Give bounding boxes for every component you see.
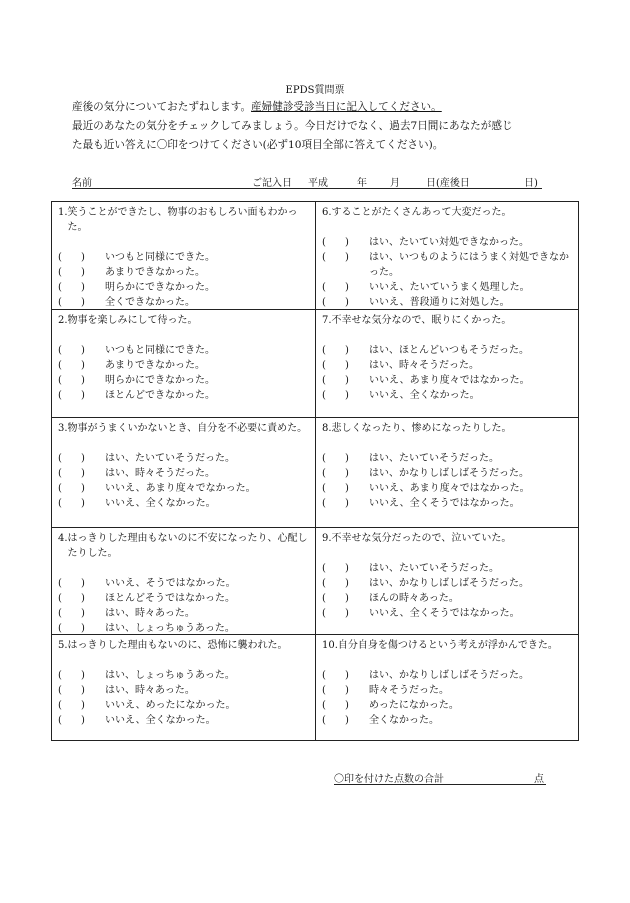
answer-option[interactable] [322,591,574,606]
answer-option[interactable] [58,250,311,265]
answer-bracket: ( ) [58,623,85,634]
answer-option[interactable] [322,668,574,683]
answer-text: いいえ、全くなかった。 [105,498,216,509]
question-text: はっきりした理由もないのに不安になったり、心配したりした。 [67,533,308,559]
question-text: 物事がうまくいかないとき、自分を不必要に責めた。 [67,423,308,434]
question-text: 自分自身を傷つけるという考えが浮かんできた。 [337,640,558,651]
name-date-row [72,174,542,189]
answer-option[interactable] [322,358,574,373]
answer-option[interactable] [322,280,574,295]
answer-text: いつもと同様にできた。 [105,252,215,263]
answer-text: はい、時々あった。 [105,608,195,619]
answer-bracket: ( ) [58,390,85,401]
answer-option[interactable] [58,713,311,728]
question-number: 4. [58,533,68,544]
answer-text: いいえ、普段通りに対処した。 [369,297,510,308]
answer-bracket: ( ) [322,715,349,726]
answer-bracket: ( ) [58,453,85,464]
answer-option[interactable] [58,373,311,388]
answer-option[interactable] [58,606,311,621]
answer-text: めったになかった。 [369,700,459,711]
answer-text: はい、かなりしばしばそうだった。 [369,578,529,589]
answer-bracket: ( ) [58,297,85,308]
answer-option[interactable] [58,451,311,466]
answer-bracket: ( ) [58,608,85,619]
question-number: 8. [322,423,332,434]
answer-option[interactable] [322,496,574,511]
postpartum-day-label: 日(産後日 [426,178,470,189]
instructions-line-1 [72,98,562,117]
answer-bracket: ( ) [58,483,85,494]
answer-bracket: ( ) [322,390,349,401]
answer-option[interactable] [58,591,311,606]
answer-option[interactable] [58,295,311,310]
answer-text: ほとんどそうではなかった。 [105,593,235,604]
question-cell-10 [316,634,578,740]
answer-bracket: ( ) [58,715,85,726]
instructions-line-1-text: 産後の気分についておたずねします。 [72,101,252,113]
answer-text: はい、しょっちゅうあった。 [105,623,235,634]
question-number: 6. [322,207,332,218]
instructions [72,98,562,155]
answer-option[interactable] [322,481,574,496]
question-cell-6 [316,202,578,309]
answer-text: 全くできなかった。 [105,297,195,308]
instructions-line-2: 最近のあなたの気分をチェックしてみましょう。今日だけでなく、過去7日間にあなたが感じ [72,120,513,132]
answer-text: はい、かなりしばしばそうだった。 [369,670,529,681]
question-cell-1 [52,202,316,309]
answer-text: いいえ、あまり度々ではなかった。 [369,483,530,494]
answer-option[interactable] [58,358,311,373]
answer-text: いいえ、たいていうまく処理した。 [369,282,530,293]
answer-bracket: ( ) [58,267,85,278]
answer-option[interactable] [58,668,311,683]
answer-bracket: ( ) [58,345,85,356]
answer-text: いいえ、全くそうではなかった。 [369,608,520,619]
answer-text: いいえ、あまり度々ではなかった。 [369,375,530,386]
answer-bracket: ( ) [322,608,349,619]
date-label: ご記入日 [252,178,292,189]
answer-option[interactable] [58,466,311,481]
answer-option[interactable] [58,576,311,591]
answer-bracket: ( ) [322,345,349,356]
answer-option[interactable] [58,388,311,403]
answer-bracket: ( ) [58,375,85,386]
question-cell-5 [52,634,316,740]
answer-bracket: ( ) [58,685,85,696]
answer-bracket: ( ) [322,360,349,371]
answer-bracket: ( ) [322,375,349,386]
answer-bracket: ( ) [58,593,85,604]
answer-bracket: ( ) [58,700,85,711]
answer-bracket: ( ) [58,360,85,371]
answer-text: いいえ、めったになかった。 [105,700,236,711]
question-text: 笑うことができたし、物事のおもしろい面もわかった。 [67,207,298,233]
answer-text: 明らかにできなかった。 [105,282,215,293]
answer-text: 明らかにできなかった。 [105,375,215,386]
answer-option[interactable] [58,343,311,358]
era-label: 平成 [308,178,328,189]
questions-table [51,201,579,741]
answer-option[interactable] [322,250,574,280]
answer-text: はい、かなりしばしばそうだった。 [369,468,529,479]
answer-text: 全くなかった。 [369,715,439,726]
answer-bracket: ( ) [322,685,349,696]
answer-text: あまりできなかった。 [105,267,205,278]
question-number: 5. [58,640,68,651]
answer-bracket: ( ) [58,498,85,509]
answer-text: はい、しょっちゅうあった。 [105,670,235,681]
page-title: EPDS質問票 [285,85,345,96]
question-number: 9. [322,533,332,544]
instructions-emphasis: 産婦健診受診当日に記入してください。 [251,101,442,113]
question-text: 悲しくなったり、惨めになったりした。 [331,423,512,434]
answer-text: いいえ、あまり度々でなかった。 [105,483,256,494]
question-cell-3 [52,417,316,527]
question-number: 1. [58,207,68,218]
answer-option[interactable] [58,265,311,280]
answer-bracket: ( ) [322,237,349,248]
answer-option[interactable] [58,698,311,713]
question-number: 3. [58,423,68,434]
answer-bracket: ( ) [322,252,349,263]
answer-text: はい、たいていそうだった。 [105,453,235,464]
postpartum-day-close: 日) [524,178,538,189]
answer-text: あまりできなかった。 [105,360,205,371]
answer-text: いいえ、全くなかった。 [105,715,216,726]
answer-option[interactable] [322,388,574,403]
question-cell-2 [52,309,316,417]
answer-bracket: ( ) [322,593,349,604]
answer-option[interactable] [322,235,574,250]
answer-option[interactable] [322,373,574,388]
year-label: 年 [357,178,367,189]
answer-text: はい、時々そうだった。 [105,468,215,479]
question-number: 10. [322,640,338,651]
total-score-label: 〇印を付けた点数の合計 [334,774,444,785]
answer-bracket: ( ) [322,578,349,589]
answer-bracket: ( ) [322,483,349,494]
question-cell-4 [52,527,316,634]
answer-text: いいえ、全くそうではなかった。 [369,498,520,509]
answer-text: はい、ほとんどいつもそうだった。 [369,345,529,356]
answer-text: はい、たいていそうだった。 [369,453,499,464]
question-cell-8 [316,417,578,527]
answer-text: はい、時々そうだった。 [369,360,479,371]
answer-bracket: ( ) [58,468,85,479]
answer-bracket: ( ) [322,453,349,464]
answer-option[interactable] [58,683,311,698]
answer-bracket: ( ) [322,700,349,711]
answer-option[interactable] [322,713,574,728]
answer-text: ほとんどできなかった。 [105,390,215,401]
question-cell-7 [316,309,578,417]
answer-option[interactable] [322,466,574,481]
answer-bracket: ( ) [322,670,349,681]
question-text: することがたくさんあって大変だった。 [331,207,512,218]
answer-bracket: ( ) [58,282,85,293]
question-cell-9 [316,527,578,634]
question-number: 2. [58,315,68,326]
answer-option[interactable] [322,683,574,698]
answer-bracket: ( ) [322,282,349,293]
answer-option[interactable] [322,576,574,591]
question-text: 物事を楽しみにして待った。 [67,315,198,326]
answer-option[interactable] [322,451,574,466]
answer-option[interactable] [58,496,311,511]
answer-bracket: ( ) [322,297,349,308]
answer-option[interactable] [58,481,311,496]
name-label: 名前 [72,178,92,189]
answer-text: はい、時々あった。 [105,685,195,696]
answer-text: はい、いつものようにはうまく対処できなかった。 [369,252,569,278]
answer-text: いいえ、そうではなかった。 [105,578,236,589]
answer-text: ほんの時々あった。 [369,593,459,604]
answer-bracket: ( ) [58,578,85,589]
answer-bracket: ( ) [322,498,349,509]
month-label: 月 [390,178,400,189]
answer-bracket: ( ) [322,468,349,479]
question-number: 7. [322,315,332,326]
answer-option[interactable] [322,606,574,621]
instructions-line-3: た最も近い答えに〇印をつけてください(必ず10項目全部に答えてください)。 [72,139,444,151]
answer-text: 時々そうだった。 [369,685,449,696]
question-text: はっきりした理由もないのに、恐怖に襲われた。 [67,640,288,651]
question-text: 不幸せな気分なので、眠りにくかった。 [331,315,512,326]
answer-text: はい、たいてい対処できなかった。 [369,237,529,248]
answer-text: いつもと同様にできた。 [105,345,215,356]
answer-option[interactable] [58,280,311,295]
answer-option[interactable] [322,343,574,358]
question-text: 不幸せな気分だったので、泣いていた。 [331,533,512,544]
total-score-line[interactable] [334,770,546,785]
score-unit: 点 [534,774,544,785]
answer-option[interactable] [322,561,574,576]
answer-bracket: ( ) [58,252,85,263]
answer-option[interactable] [322,295,574,310]
answer-text: いいえ、全くなかった。 [369,390,480,401]
answer-bracket: ( ) [322,563,349,574]
answer-text: はい、たいていそうだった。 [369,563,499,574]
answer-option[interactable] [322,698,574,713]
answer-bracket: ( ) [58,670,85,681]
